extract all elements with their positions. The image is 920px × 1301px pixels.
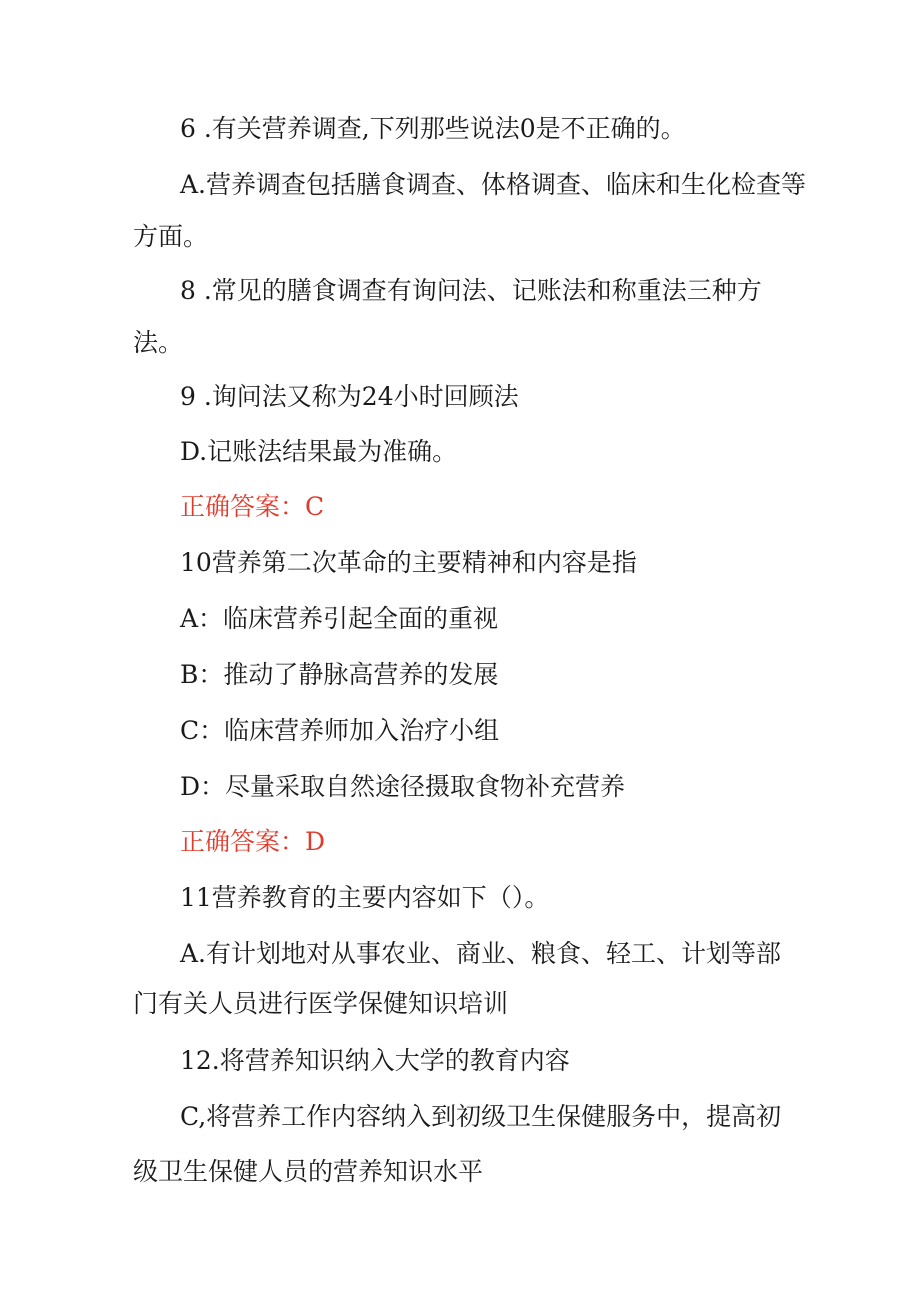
q11-option-c-line-1: C,将营养工作内容纳入到初级卫生保健服务中，提高初 <box>180 1102 782 1131</box>
option-8-line-1: 8 .常见的膳食调查有询问法、记账法和称重法三种方 <box>180 276 762 305</box>
q11-option-c-line-2: 级卫生保健人员的营养知识水平 <box>133 1157 484 1186</box>
option-d-line: D.记账法结果最为准确。 <box>180 437 458 466</box>
q11-option-a-line-2: 门有关人员进行医学保健知识培训 <box>133 989 509 1018</box>
q11-option-a-line-1: A.有计划地对从事农业、商业、粮食、轻工、计划等部 <box>180 939 782 968</box>
question-10-stem: 10营养第二次革命的主要精神和内容是指 <box>180 548 637 577</box>
q10-option-c: C：临床营养师加入治疗小组 <box>180 716 500 745</box>
q11-option-12-line: 12.将营养知识纳入大学的教育内容 <box>180 1046 570 1075</box>
q10-option-a: A：临床营养引起全面的重视 <box>180 604 499 633</box>
question-11-stem: 11营养教育的主要内容如下（）。 <box>180 883 550 912</box>
q10-option-d: D：尽量采取自然途径摄取食物补充营养 <box>180 772 626 801</box>
question-6-stem: 6 .有关营养调查,下列那些说法0是不正确的。 <box>180 114 686 143</box>
answer-line-2: 正确答案：D <box>180 827 326 856</box>
option-a-line-2: 方面。 <box>133 222 209 251</box>
option-8-line-2: 法。 <box>133 328 184 357</box>
answer-line-1: 正确答案：C <box>180 492 325 521</box>
option-a-line-1: A.营养调查包括膳食调查、体格调查、临床和生化检查等 <box>180 170 807 199</box>
q10-option-b: B：推动了静脉高营养的发展 <box>180 660 499 689</box>
option-9-line: 9 .询问法又称为24小时回顾法 <box>180 382 519 411</box>
